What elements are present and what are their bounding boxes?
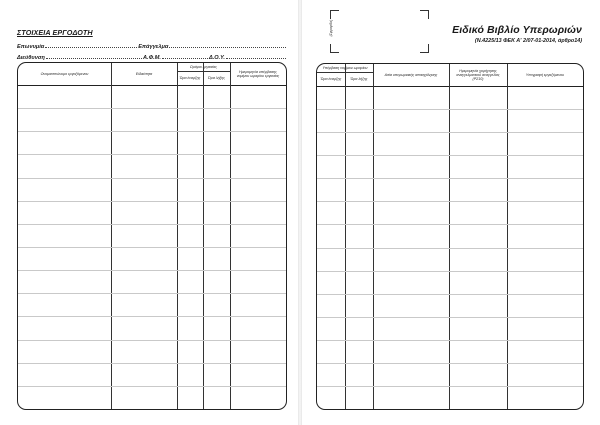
header-start-time: Ώρα έναρξης [179,75,201,80]
field-afm[interactable] [162,53,208,59]
table-row-line [317,363,583,364]
table-row-line [18,386,286,387]
table-row-line [18,108,286,109]
table-row-line [317,155,583,156]
header-ergani-date: Ημερομηνία χορήγησης αναγγελματικού αναγγελίας (ΡΣ10) [456,68,500,82]
book-title: Ειδικό Βιβλίο Υπερωριών [452,24,582,36]
table-row-line [317,340,583,341]
table-row-line [18,363,286,364]
header-exceed-date: Ημερομηνία υπέρβασης νομίμου ωραρίου εργασίας [236,69,280,78]
employer-section-title: ΣΤΟΙΧΕΙΑ ΕΡΓΟΔΟΤΗ [17,28,93,37]
field-doy[interactable] [226,53,286,59]
header-overtime-reason: Αιτία υπερωριακής απασχόλησης [384,72,438,77]
table-row-line [18,340,286,341]
table-row-line [18,316,286,317]
col-divider [177,63,178,409]
col-divider [230,63,231,409]
col-divider [507,64,508,409]
table-row-line [317,178,583,179]
overtime-table [316,63,584,410]
table-row-line [18,224,286,225]
table-row-line [317,271,583,272]
header-specialty: Ειδικότητα [135,71,153,76]
employee-hours-table [17,62,287,410]
table-row-line [317,386,583,387]
header-end-time: Ώρα λήξης [207,75,225,80]
header-employee-signature: Υπογραφή εργαζόμενου [525,72,565,77]
table-row-line [18,201,286,202]
header-overtime-start: Ώρα έναρξης [320,76,342,81]
label-epaggelma: Επάγγελμα [138,44,169,50]
left-table-header [18,63,286,86]
col-divider [373,64,374,409]
stamp-label: (Σφραγίδα) [329,19,333,37]
table-row-line [317,224,583,225]
right-page [302,0,600,425]
header-work-hours-group: Ωράριο εργασίας [190,64,217,69]
stamp-corner-mark [420,10,429,19]
left-page [0,0,298,425]
col-divider [111,63,112,409]
label-doy: Δ.Ο.Υ. [208,55,225,61]
table-row-line [317,201,583,202]
field-eponymia[interactable] [45,42,137,48]
field-dieythynsi[interactable] [46,53,142,59]
table-row-line [18,293,286,294]
stamp-corner-mark [420,44,429,53]
table-row-line [317,317,583,318]
table-row-line [317,109,583,110]
table-row-line [317,294,583,295]
table-row-line [317,132,583,133]
table-row-line [18,131,286,132]
header-employee-name: Ονοματεπώνυμο εργαζόμενου [40,71,89,76]
header-overtime-group: Υπέρβαση νομίμου ωραρίου [322,65,368,70]
table-row-line [18,178,286,179]
row-name-profession [17,42,287,53]
table-row-line [317,248,583,249]
book-subtitle: (Ν.4225/13 ΦΕΚ Α' 2/07-01-2014, άρθρο14) [474,38,582,44]
table-row-line [18,247,286,248]
label-eponymia: Επωνυμία [17,44,45,50]
col-divider [345,64,346,409]
table-row-line [18,154,286,155]
field-epaggelma[interactable] [169,42,286,48]
table-row-line [18,270,286,271]
label-dieythynsi: Διεύθυνση [17,55,45,61]
employer-details [17,28,287,64]
col-divider [203,63,204,409]
label-afm: Α.Φ.Μ. [142,55,161,61]
col-divider [449,64,450,409]
header-overtime-end: Ώρα λήξης [350,76,368,81]
right-table-header [317,64,583,87]
